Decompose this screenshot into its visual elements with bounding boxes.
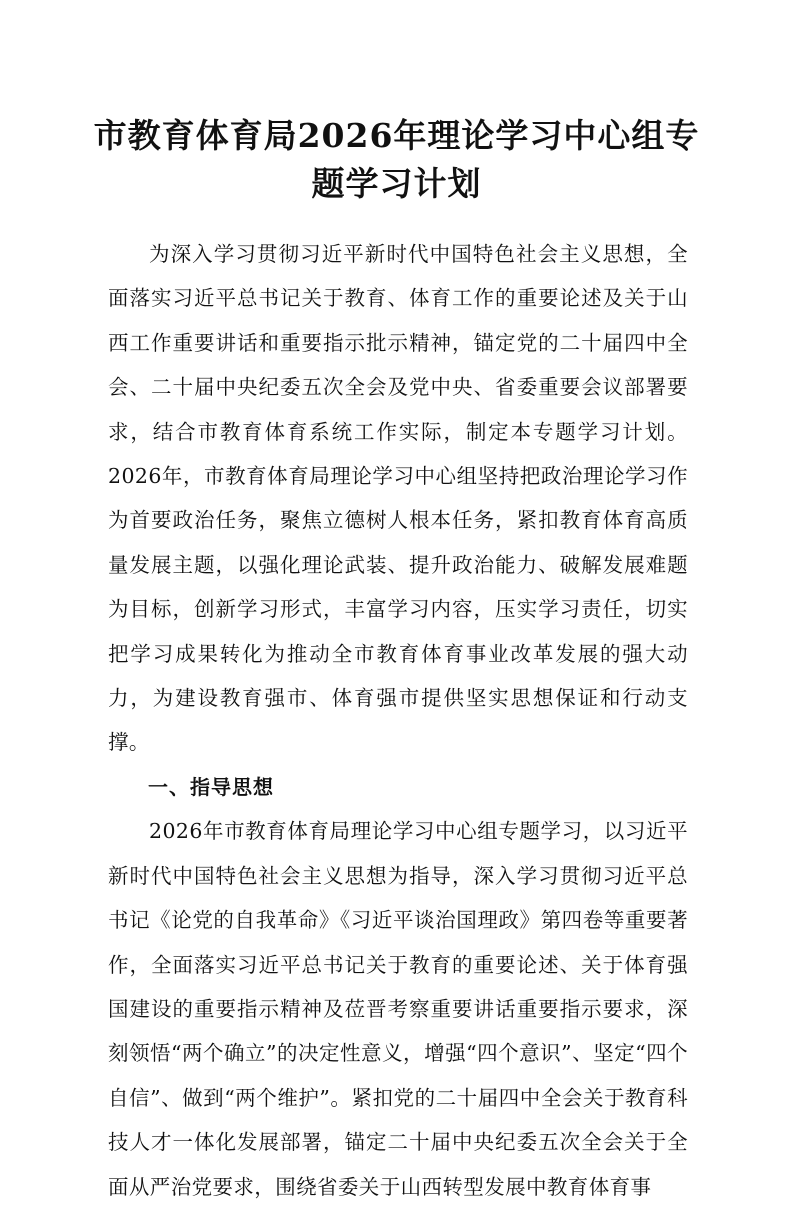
intro-paragraph: 为深入学习贯彻习近平新时代中国特色社会主义思想，全面落实习近平总书记关于教育、体育工作的重要论述及关于山西工作重要讲话和重要指示批示精神，锚定党的二十届四中全会、二十届中央纪委五次全会及党中央、省委重要会议部署要求，结合市教育体育系统工作实际，制定本专题学习计划。2026年，市教育体育局理论学习中心组坚持把政治理论学习作为首要政治任务，聚焦立德树人根本任务，紧扣教育体育高质量发展主题，以强化理论武装、提升政治能力、破解发展难题为目标，创新学习形式，丰富学习内容，压实学习责任，切实把学习成果转化为推动全市教育体育事业改革发展的强大动力，为建设教育强市、体育强市提供坚实思想保证和行动支撑。 — [108, 242, 688, 755]
section-heading: 一、指导思想 — [148, 774, 274, 799]
section-paragraph: 2026年市教育体育局理论学习中心组专题学习，以习近平新时代中国特色社会主义思想为指导，深入学习贯彻习近平总书记《论党的自我革命》《习近平谈治国理政》第四卷等重要著作，全面落实习近平总书记关于教育的重要论述、关于体育强国建设的重要指示精神及莅晋考察重要讲话重要指示要求，深刻领悟“两个确立”的决定性意义，增强“四个意识”、坚定“四个自信”、做到“两个维护”。紧扣党的二十届四中全会关于教育科技人才一体化发展部署，锚定二十届中央纪委五次全会关于全面从严治党要求，围绕省委关于山西转型发展中教育体育事 — [108, 819, 688, 1199]
document-body — [108, 232, 688, 1209]
document-title: 市教育体育局2026年理论学习中心组专题学习计划 — [93, 116, 700, 203]
section-guiding-ideology — [108, 765, 688, 1209]
